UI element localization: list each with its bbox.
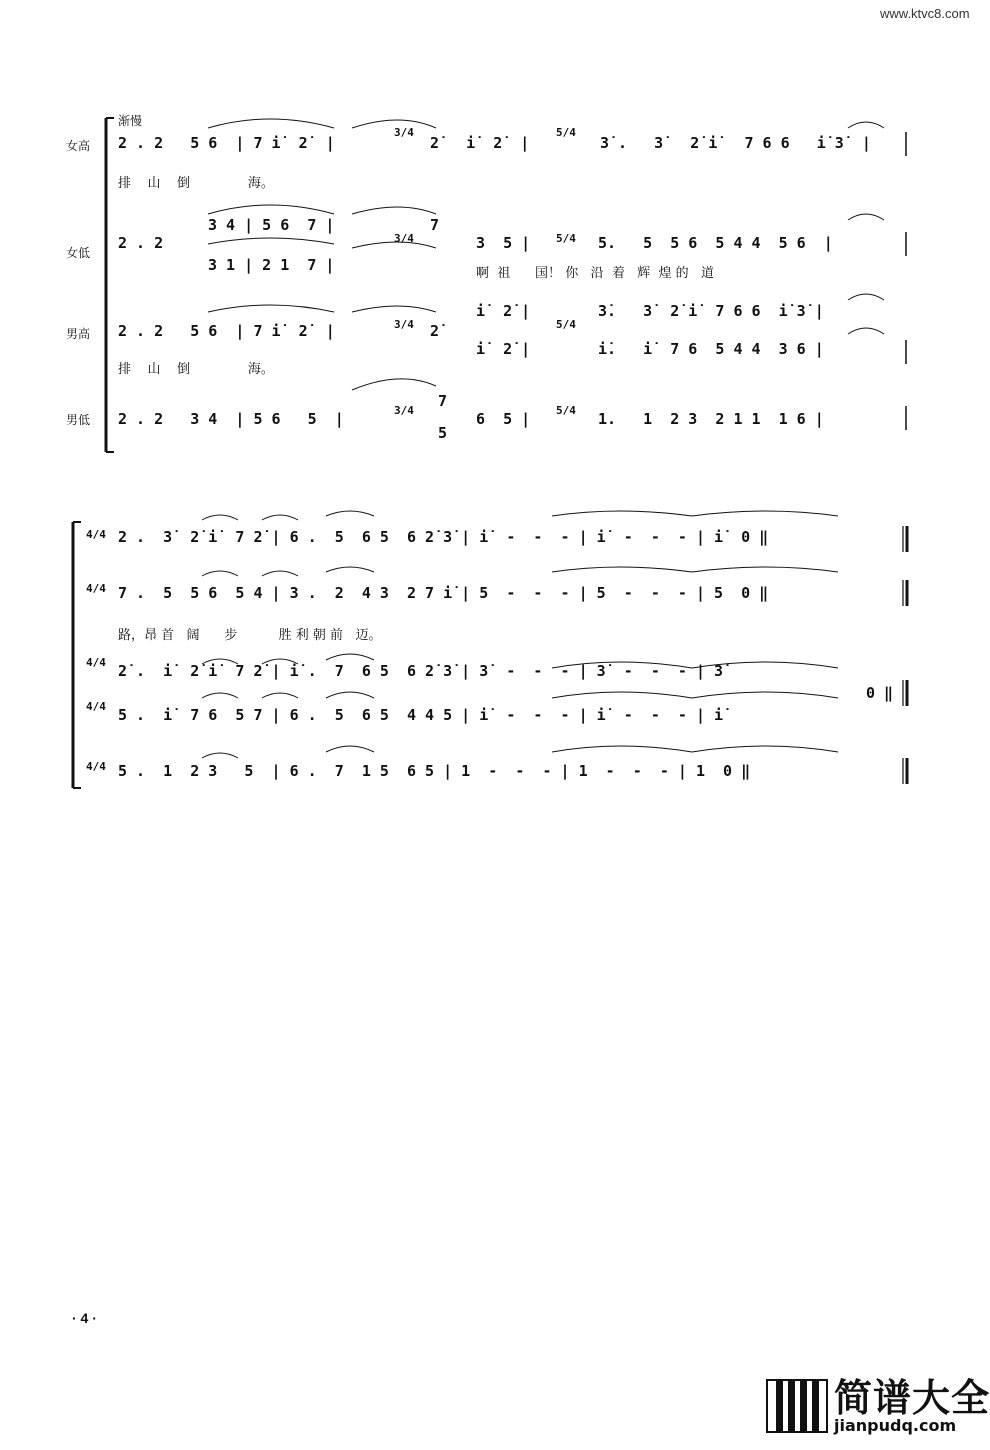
part-label-bass: 男低 [66, 413, 91, 427]
bass-bars-2: 6 5 | [476, 410, 531, 428]
tempo-mark: 渐慢 [118, 114, 143, 128]
alto-lyrics: 啊 祖 国！ 你 沿 着 辉 煌 的 道 [476, 266, 715, 281]
tenor-lower-2: i̇. i̇ 7 6 5 4 4 3 6 | [598, 340, 824, 358]
s2-tenor-end: 0 ‖ [866, 684, 894, 702]
s2-tenor-lower: 5 . i̇ 7 6 5 7 | 6 . 5 6 5 4 4 5 | i̇ - - - | i̇ - - - | i̇ [118, 706, 724, 724]
alto-timesig-1: 3/4 [394, 232, 414, 245]
s2-alto-lyrics: 路，昂 首 阔 步 胜 利 朝 前 迈。 [118, 628, 382, 643]
alto-upper: 3 4 | 5 6 7 | [208, 216, 335, 234]
site-url[interactable]: www.ktvc8.com [880, 6, 970, 21]
site-logo[interactable] [766, 1378, 990, 1434]
tenor-timesig-1: 3/4 [394, 318, 414, 331]
alto-lower: 3 1 | 2 1 7 | [208, 256, 335, 274]
soprano-bars-3: 3̇ . 3̇ 2̇ i̇ 7 6 6 i̇ 3̇ | [600, 134, 871, 152]
tenor-timesig-2: 5/4 [556, 318, 576, 331]
page-number: · 4 · [72, 1310, 97, 1326]
tenor-split: 2̇ [430, 322, 440, 340]
piano-keys-icon [766, 1379, 828, 1433]
bass-upper: 7 [438, 392, 448, 410]
soprano-bars-2: 2̇ i̇ 2̇ | [430, 134, 530, 152]
bass-bars-3: 1. 1 2 3 2 1 1 1 6 | [598, 410, 824, 428]
timesig-system2-3: 4/4 [86, 656, 106, 669]
bass-bars-1: 2 . 2 3 4 | 5 6 5 | [118, 410, 344, 428]
tenor-lyrics: 排 山 倒 海。 [118, 362, 274, 377]
bass-timesig-2: 5/4 [556, 404, 576, 417]
part-label-tenor: 男高 [66, 327, 91, 341]
tenor-upper: i̇ 2̇ | [476, 302, 531, 320]
s2-soprano: 2 . 3̇ 2̇ i̇ 7 2̇ | 6 . 5 6 5 6 2̇ 3̇ | i̇ - - - | i̇ - - - | i̇ 0 ‖ [118, 528, 769, 546]
timesig-system2-2: 4/4 [86, 582, 106, 595]
alto-beat-1: 2 . 2 [118, 234, 164, 252]
part-label-soprano: 女高 [66, 139, 91, 153]
tenor-bars-1: 2 . 2 5 6 | 7 i̇ 2̇ | [118, 322, 335, 340]
alto-split: 7 [430, 216, 440, 234]
logo-title: 简谱大全 [834, 1376, 990, 1420]
s2-bass: 5 . 1 2 3 5 | 6 . 7 1 5 6 5 | 1 - - - | 1 - - - | 1 0 ‖ [118, 762, 751, 780]
bass-timesig-1: 3/4 [394, 404, 414, 417]
tenor-lower: i̇ 2̇ | [476, 340, 531, 358]
bass-lower: 5 [438, 424, 448, 442]
timesig-system2-5: 4/4 [86, 760, 106, 773]
alto-timesig-2: 5/4 [556, 232, 576, 245]
soprano-lyrics: 排 山 倒 海。 [118, 176, 274, 191]
soprano-bars-1: 2 . 2 5 6 | 7 i̇ 2̇ | [118, 134, 335, 152]
logo-url: jianpudq.com [834, 1416, 957, 1435]
timesig-system2-4: 4/4 [86, 700, 106, 713]
s2-tenor-upper: 2̇ . i̇ 2̇ i̇ 7 2̇ | i̇ . 7 6 5 6 2̇ 3̇ | 3̇ - - - | 3̇ - - - | 3̇ [118, 662, 724, 680]
tenor-upper-2: 3̇. 3̇ 2̇ i̇ 7 6 6 i̇ 3̇ | [598, 302, 824, 320]
part-label-alto: 女低 [66, 246, 91, 260]
soprano-timesig-2: 5/4 [556, 126, 576, 139]
soprano-timesig-1: 3/4 [394, 126, 414, 139]
timesig-system2-1: 4/4 [86, 528, 106, 541]
s2-alto: 7 . 5 5 6 5 4 | 3 . 2 4 3 2 7 i̇ | 5 - - - | 5 - - - | 5 0 ‖ [118, 584, 769, 602]
alto-bars-2: 3 5 | [476, 234, 531, 252]
alto-bars-3: 5. 5 5 6 5 4 4 5 6 | [598, 234, 833, 252]
